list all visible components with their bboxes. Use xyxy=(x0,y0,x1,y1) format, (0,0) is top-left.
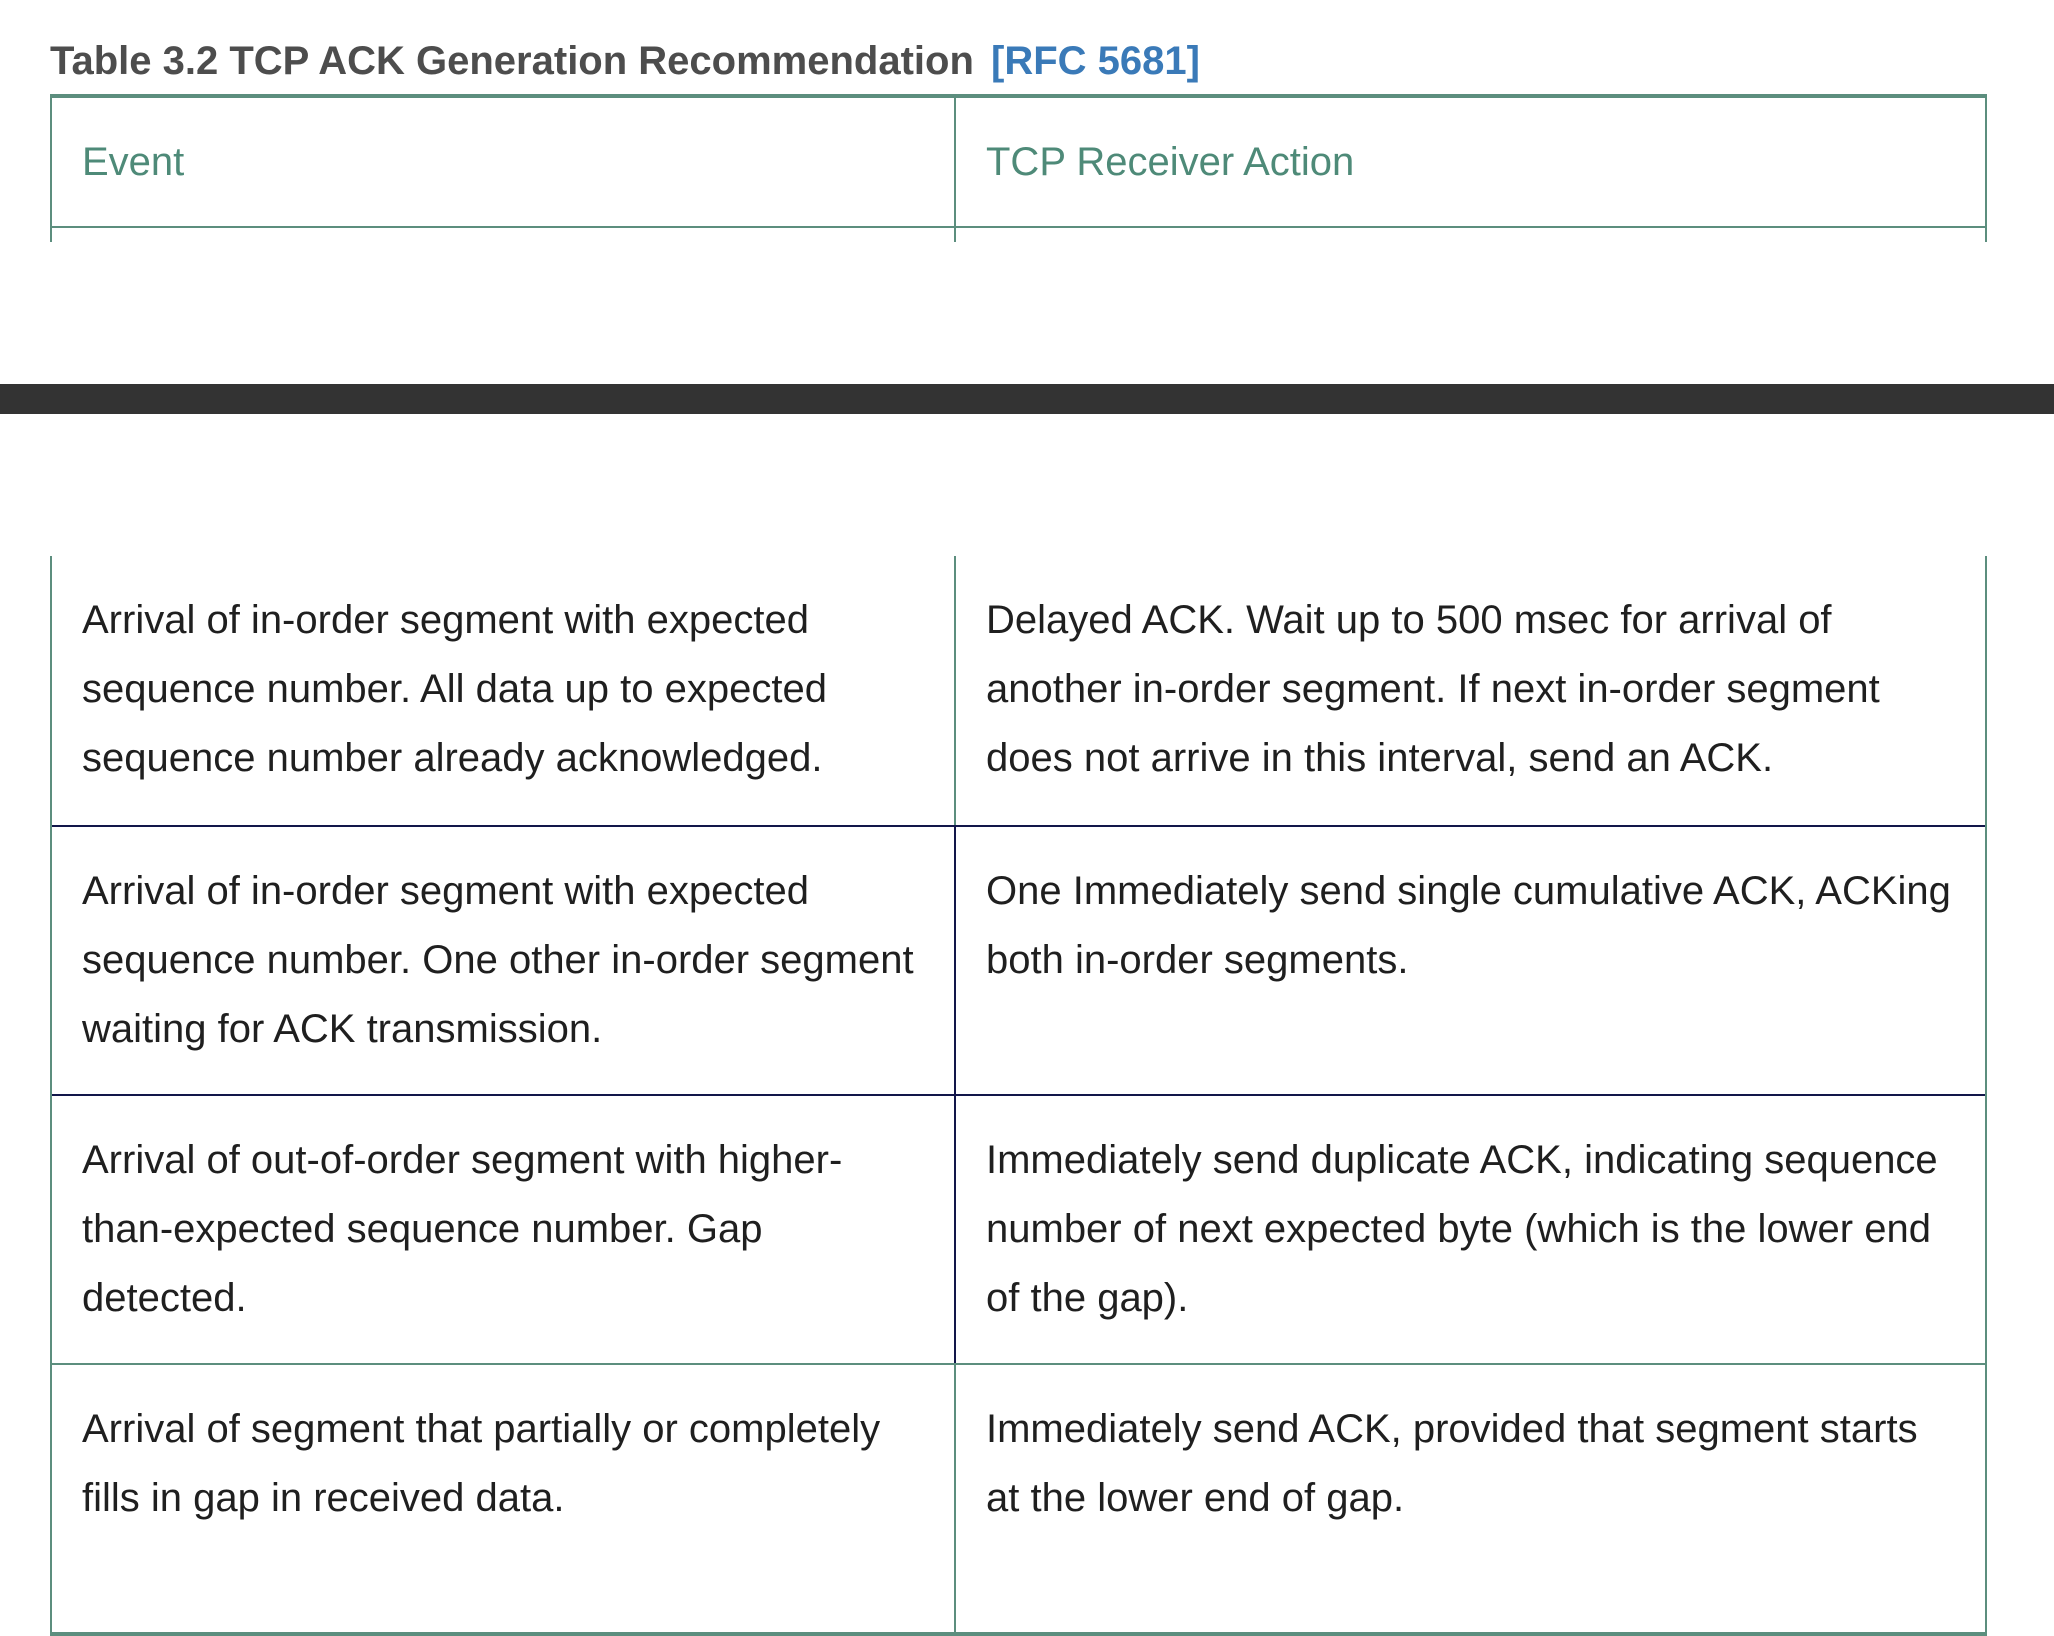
table-row xyxy=(52,825,1985,1094)
event-cell: Arrival of in-order segment with expected sequence number. One other in-order segment waiting for ACK transmission. xyxy=(52,827,956,1094)
header-left-tail xyxy=(50,228,52,242)
header-column-divider xyxy=(954,98,956,242)
action-cell: One Immediately send single cumulative ACK, ACKing both in-order segments. xyxy=(986,869,1951,982)
ack-recommendation-table xyxy=(50,556,1987,1636)
action-cell: Immediately send ACK, provided that segment starts at the lower end of gap. xyxy=(986,1407,1918,1520)
rfc-reference-link[interactable]: [RFC 5681] xyxy=(991,39,1200,83)
table-row xyxy=(52,1363,1985,1632)
table-header xyxy=(50,94,1987,228)
event-cell: Arrival of in-order segment with expected sequence number. All data up to expected sequence number already acknowledged. xyxy=(52,556,956,825)
caption-title: Table 3.2 TCP ACK Generation Recommendation xyxy=(50,39,974,83)
event-cell: Arrival of segment that partially or completely fills in gap in received data. xyxy=(52,1365,956,1632)
table-row xyxy=(52,556,1985,825)
page-break-divider xyxy=(0,384,2054,414)
column-header-event: Event xyxy=(82,140,185,184)
action-cell: Delayed ACK. Wait up to 500 msec for arrival of another in-order segment. If next in-order segment does not arrive in this interval, send an ACK. xyxy=(986,598,1880,780)
event-cell: Arrival of out-of-order segment with higher-than-expected sequence number. Gap detected. xyxy=(52,1096,956,1363)
action-cell: Immediately send duplicate ACK, indicating sequence number of next expected byte (which is the lower end of the gap). xyxy=(986,1138,1938,1320)
header-right-tail xyxy=(1985,228,1987,242)
table-row xyxy=(52,1094,1985,1363)
column-header-action: TCP Receiver Action xyxy=(986,140,1355,184)
table-caption xyxy=(50,34,1200,88)
